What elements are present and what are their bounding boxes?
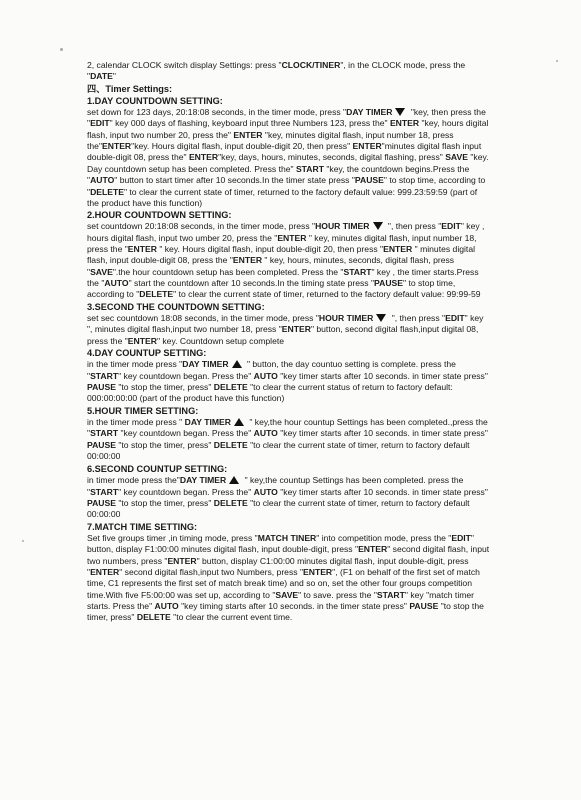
- body-text: " to stop time, according to ": [87, 278, 456, 300]
- body-text: "to clear the current event time.: [170, 612, 293, 623]
- document-body: [87, 60, 491, 624]
- pause-key: PAUSE: [87, 439, 116, 450]
- second-countup-paragraph: [87, 475, 491, 520]
- enter-key: ENTER: [233, 129, 263, 140]
- body-text: " key 000 days of flashing, keyboard input three Numbers 123, press the": [109, 118, 390, 129]
- enter-key: ENTER: [102, 141, 132, 152]
- delete-key: DELETE: [213, 381, 248, 392]
- start-key: START: [295, 163, 324, 174]
- edit-key: EDIT: [441, 221, 461, 232]
- body-text: " second digital flash,input two Numbers, press ": [119, 567, 303, 577]
- enter-key: ENTER: [303, 567, 333, 577]
- body-text: " second digital flash, input two numbers, press ": [87, 544, 490, 566]
- match-time-paragraph: [87, 533, 491, 624]
- body-text: in timer mode press the": [87, 475, 180, 486]
- start-key: START: [90, 370, 119, 381]
- day-timer-key: DAY TIMER: [182, 359, 229, 370]
- scan-speck: [60, 48, 63, 51]
- enter-key: ENTER: [389, 118, 420, 129]
- body-text: " key "match timer starts. Press the": [87, 589, 475, 612]
- day-countup-paragraph: [87, 359, 491, 404]
- body-text: "minutes digital flash input double-digit 08, press the": [87, 141, 482, 163]
- body-text: set countdown 20:18:08 seconds, in the timer mode, press ": [87, 221, 316, 232]
- up-triangle-icon: [229, 476, 239, 484]
- section-title: Timer Settings:: [105, 83, 173, 94]
- body-text: "to stop the timer, press": [115, 381, 214, 392]
- body-text: in the timer mode press ": [87, 416, 185, 427]
- delete-key: DELETE: [90, 186, 124, 197]
- body-text: Set five groups timer ,in timing mode, press ": [87, 532, 258, 543]
- body-text: " key,the hour countup Settings has been completed.,press the ": [87, 416, 488, 439]
- enter-key: ENTER: [90, 567, 120, 577]
- clock-timer-key: CLOCK/TINER: [281, 60, 341, 70]
- day-countdown-heading: 1.DAY COUNTDOWN SETTING:: [87, 95, 223, 106]
- body-text: " key, minutes digital flash, input number 18, press the ": [87, 232, 477, 255]
- body-text: " key,the countup Settings has been completed. press the ": [87, 475, 464, 497]
- auto-key: AUTO: [104, 278, 129, 289]
- body-text: "key timer starts after 10 seconds. in timer state press": [277, 370, 488, 381]
- body-text: "to stop the timer, press": [87, 601, 484, 623]
- body-text: " key countdown began. Press the": [118, 486, 254, 497]
- enter-key: ENTER: [232, 255, 263, 266]
- body-text: "key, then press the ": [87, 107, 486, 129]
- down-triangle-icon: [395, 108, 405, 116]
- day-countdown-paragraph: [87, 107, 491, 209]
- day-timer-key: DAY TIMER: [184, 416, 231, 427]
- intro-text: ": [112, 71, 116, 82]
- pause-key: PAUSE: [374, 278, 404, 289]
- start-key: START: [376, 589, 405, 600]
- body-text: " key countdown began. Press the": [118, 370, 254, 381]
- second-countdown-paragraph: [87, 313, 491, 347]
- hour-timer-key: HOUR TIMER: [315, 221, 370, 232]
- body-text: "key, minutes digital flash, input number 18, press the": [87, 129, 454, 152]
- hour-countup-paragraph: [87, 417, 491, 462]
- body-text: " key, hours, minutes, seconds, digital flash, press ": [87, 255, 455, 277]
- auto-key: AUTO: [253, 428, 278, 439]
- body-text: "to stop the timer, press": [115, 498, 214, 509]
- auto-key: AUTO: [154, 601, 179, 612]
- second-countup-heading: 6.SECOND COUNTUP SETTING:: [87, 464, 228, 475]
- down-triangle-icon: [376, 314, 386, 322]
- body-text: "key countdown began. Press the": [118, 428, 254, 439]
- pause-key: PAUSE: [409, 601, 439, 612]
- body-text: " start the countdown after 10 seconds.In the timing state press ": [128, 278, 375, 289]
- edit-key: EDIT: [90, 118, 110, 129]
- body-text: " minutes digital flash, input double-digit 08, press the ": [87, 244, 476, 266]
- enter-key: ENTER: [352, 141, 382, 152]
- body-text: set down for 123 days, 20:18:08 seconds, in the timer mode, press ": [87, 107, 347, 118]
- body-text: " into competition mode, press the ": [316, 532, 452, 543]
- body-text: "key, days, hours, minutes, seconds, digital flashing, press": [218, 152, 446, 163]
- enter-key: ENTER: [167, 555, 197, 566]
- timer-settings-heading: [87, 83, 491, 95]
- up-triangle-icon: [234, 418, 244, 426]
- body-text: set sec countdown 18:08 seconds, in the timer mode, press ": [87, 313, 319, 323]
- body-text: ", (F1 on behalf of the first set of match time, C1 represents the first set of match break time) and so on, set the other four groups competition time.With five F5:00:00 was set up, according to ": [87, 567, 480, 600]
- body-text: " button, display C1:00:00 minutes digital flash, input double-digit, press ": [87, 555, 469, 577]
- body-text: " button, display F1:00:00 minutes digital flash, input double-digit, press ": [87, 532, 474, 555]
- body-text: in the timer mode press ": [87, 359, 183, 370]
- delete-key: DELETE: [213, 498, 248, 509]
- scan-speck: [22, 540, 24, 542]
- body-text: " key. Hours digital flash, input double-digit 20, then press ": [156, 244, 384, 255]
- body-text: "to clear the current state of timer, return to factory default 00:00:00: [87, 439, 470, 461]
- match-time-heading: 7.MATCH TIME SETTING:: [87, 521, 198, 532]
- auto-key: AUTO: [253, 486, 278, 497]
- save-key: SAVE: [90, 266, 113, 277]
- enter-key: ENTER: [277, 232, 307, 243]
- save-key: SAVE: [275, 589, 299, 600]
- day-countup-heading: 4.DAY COUNTUP SETTING:: [87, 348, 207, 359]
- body-text: ".the hour countdown setup has been completed. Press the ": [112, 266, 344, 277]
- body-text: " to clear the current state of timer, returned to the factory default value: 999.23:59:59 (part of the product have this function): [87, 186, 478, 208]
- up-triangle-icon: [232, 360, 242, 368]
- day-timer-key: DAY TIMER: [179, 475, 227, 486]
- body-text: " key ", minutes digital flash,input two number 18, press ": [87, 313, 484, 335]
- body-text: " button, the day countuo setting is complete. press the ": [87, 359, 456, 381]
- body-text: "key timing starts after 10 seconds. in the timer state press": [178, 601, 410, 612]
- auto-key: AUTO: [90, 175, 115, 186]
- body-text: "to stop the timer, press": [115, 439, 214, 450]
- body-text: " button, second digital flash,input digital 08, press the ": [87, 324, 479, 346]
- body-text: "key. Day countdown setup has been completed. Press the": [87, 152, 489, 174]
- delete-key: DELETE: [213, 439, 248, 450]
- intro-paragraph: [87, 60, 491, 83]
- section-number: 四、: [87, 83, 106, 94]
- enter-key: ENTER: [383, 244, 413, 255]
- body-text: "key. Hours digital flash, input double-digit 20, then press": [131, 141, 353, 152]
- start-key: START: [90, 428, 119, 439]
- body-text: " to stop time, according to ": [87, 175, 486, 197]
- body-text: " key , hours digital flash, input two umber 20, press the ": [87, 221, 485, 243]
- body-text: "to clear the current state of timer, return to factory default 00:00:00: [87, 498, 470, 520]
- body-text: " to clear the current state of timer, returned to the factory default value: 99:99-59: [173, 289, 481, 300]
- body-text: "key, hours digital flash, input two number 20, press the": [87, 118, 489, 140]
- hour-timer-key: HOUR TIMER: [318, 313, 374, 323]
- body-text: " key , the timer starts.Press the ": [87, 266, 479, 289]
- body-text: ", then press ": [385, 221, 442, 232]
- enter-key: ENTER: [281, 324, 311, 335]
- intro-text: ", in the CLOCK mode, press the ": [87, 60, 466, 82]
- day-timer-key: DAY TIMER: [346, 107, 393, 118]
- hour-countup-heading: 5.HOUR TIMER SETTING:: [87, 405, 199, 416]
- auto-key: AUTO: [253, 370, 278, 381]
- edit-key: EDIT: [451, 532, 471, 543]
- save-key: SAVE: [445, 152, 468, 163]
- body-text: "to clear the current status of return to factory default: 000:00:00:00 (part of the product have this function): [87, 381, 453, 404]
- scan-speck: [556, 60, 558, 62]
- pause-key: PAUSE: [87, 381, 116, 392]
- body-text: "key, the countdown begins.Press the ": [87, 163, 470, 186]
- intro-text: 2, calendar CLOCK switch display Settings: press ": [87, 60, 282, 70]
- date-key: DATE: [90, 71, 113, 82]
- body-text: "key timer starts after 10 seconds. in timer state press": [277, 428, 488, 439]
- start-key: START: [90, 486, 119, 497]
- delete-key: DELETE: [136, 612, 171, 623]
- body-text: " to save. press the ": [298, 589, 377, 600]
- second-countdown-heading: 3.SECOND THE COUNTDOWN SETTING:: [87, 301, 265, 312]
- enter-key: ENTER: [188, 152, 219, 163]
- hour-countdown-heading: 2.HOUR COUNTDOWN SETTING:: [87, 210, 232, 221]
- down-triangle-icon: [373, 222, 383, 230]
- match-timer-key: MATCH TINER: [257, 532, 317, 543]
- enter-key: ENTER: [358, 544, 388, 555]
- body-text: " button to start timer after 10 seconds.In the timer state press ": [114, 175, 355, 186]
- body-text: ", then press ": [389, 313, 446, 323]
- start-key: START: [343, 266, 372, 277]
- pause-key: PAUSE: [87, 498, 116, 509]
- delete-key: DELETE: [139, 289, 174, 300]
- edit-key: EDIT: [445, 313, 465, 323]
- enter-key: ENTER: [127, 244, 157, 255]
- hour-countdown-paragraph: [87, 221, 491, 300]
- body-text: " key. Countdown setup complete: [156, 335, 285, 346]
- enter-key: ENTER: [127, 335, 157, 346]
- body-text: "key timer starts after 10 seconds. in timer state press": [277, 486, 488, 497]
- pause-key: PAUSE: [354, 175, 384, 186]
